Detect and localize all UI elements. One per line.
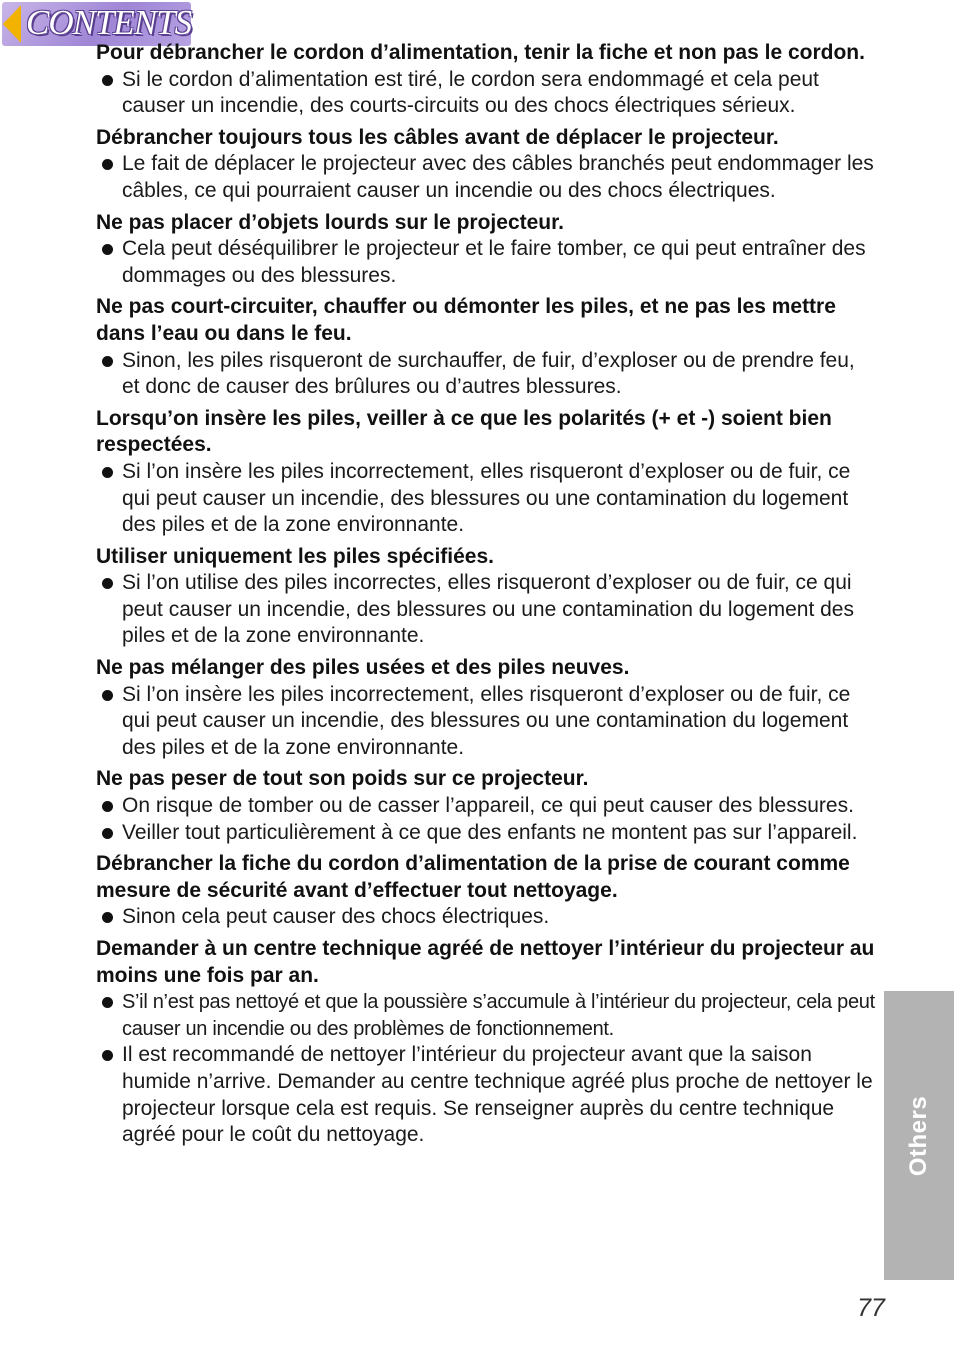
section-power-cord-unplug <box>96 40 876 120</box>
contents-button-label: CONTENTS <box>26 3 192 42</box>
page-number: 77 <box>857 1294 885 1322</box>
section-heading: Ne pas court-circuiter, chauffer ou démonter les piles, et ne pas les mettre dans l’eau ou dans le feu. <box>96 295 836 345</box>
bullet-item: Si le cordon d’alimentation est tiré, le cordon sera endommagé et cela peut causer un incendie, des courts-circuits ou des chocs électriques sérieux. <box>96 67 876 120</box>
section-weight-on-projector <box>96 766 876 846</box>
section-heading: Pour débrancher le cordon d’alimentation, tenir la fiche et non pas le cordon. <box>96 41 865 64</box>
section-heading: Débrancher toujours tous les câbles avant de déplacer le projecteur. <box>96 125 779 149</box>
section-heading: Ne pas peser de tout son poids sur ce projecteur. <box>96 767 589 791</box>
section-disconnect-cables <box>96 125 876 205</box>
bullet-item: Veiller tout particulièrement à ce que des enfants ne montent pas sur l’appareil. <box>96 820 876 847</box>
section-heavy-objects <box>96 210 876 290</box>
bullet-item: Sinon, les piles risqueront de surchauffer, de fuir, d’exploser ou de prendre feu, et donc de causer des brûlures ou d’autres blessures. <box>96 348 876 401</box>
bullet-item: Si l’on insère les piles incorrectement, elles risqueront d’exploser ou de fuir, ce qui peut causer un incendie, des blessures ou une contamination du logement des piles et de la zone environnante. <box>96 459 876 539</box>
section-annual-cleaning <box>96 936 876 1149</box>
section-mixing-batteries <box>96 655 876 761</box>
section-battery-handling <box>96 294 876 400</box>
side-tab-others[interactable] <box>884 991 954 1280</box>
bullet-item: S’il n’est pas nettoyé et que la poussière s’accumule à l’intérieur du projecteur, cela peut causer un incendie ou des problèmes de fonctionnement. <box>96 989 876 1042</box>
section-heading: Ne pas mélanger des piles usées et des piles neuves. <box>96 656 630 680</box>
section-unplug-before-cleaning <box>96 851 876 931</box>
side-tab-label: Others <box>905 1095 932 1176</box>
back-arrow-icon <box>3 5 21 43</box>
section-battery-polarity <box>96 406 876 539</box>
section-heading: Demander à un centre technique agréé de nettoyer l’intérieur du projecteur au moins une fois par an. <box>96 937 875 987</box>
bullet-item: On risque de tomber ou de casser l’appareil, ce qui peut causer des blessures. <box>96 793 876 820</box>
bullet-item: Si l’on utilise des piles incorrectes, elles risqueront d’exploser ou de fuir, ce qui peut causer un incendie, des blessures ou une contamination du logement des piles et de la zone environnante. <box>96 570 876 650</box>
bullet-item: Cela peut déséquilibrer le projecteur et le faire tomber, ce qui peut entraîner des dommages ou des blessures. <box>96 236 876 289</box>
section-heading: Utiliser uniquement les piles spécifiées. <box>96 544 494 568</box>
bullet-item: Il est recommandé de nettoyer l’intérieur du projecteur avant que la saison humide n’arrive. Demander au centre technique agréé plus proche de nettoyer le projecteur lorsque cela est requis. Se renseigner auprès du centre technique agréé pour le coût du nettoyage. <box>96 1042 876 1148</box>
section-specified-batteries <box>96 544 876 650</box>
section-heading: Ne pas placer d’objets lourds sur le projecteur. <box>96 210 564 234</box>
page-content <box>96 40 876 1154</box>
bullet-item: Si l’on insère les piles incorrectement, elles risqueront d’exploser ou de fuir, ce qui peut causer un incendie, des blessures ou une contamination du logement des piles et de la zone environnante. <box>96 682 876 762</box>
section-heading: Lorsqu’on insère les piles, veiller à ce que les polarités (+ et -) soient bien respectées. <box>96 406 832 457</box>
bullet-item: Le fait de déplacer le projecteur avec des câbles branchés peut endommager les câbles, ce qui pourraient causer un incendie ou des chocs électriques. <box>96 151 876 204</box>
bullet-item: Sinon cela peut causer des chocs électriques. <box>96 904 876 931</box>
section-heading: Débrancher la fiche du cordon d’alimentation de la prise de courant comme mesure de sécurité avant d’effectuer tout nettoyage. <box>96 852 850 902</box>
